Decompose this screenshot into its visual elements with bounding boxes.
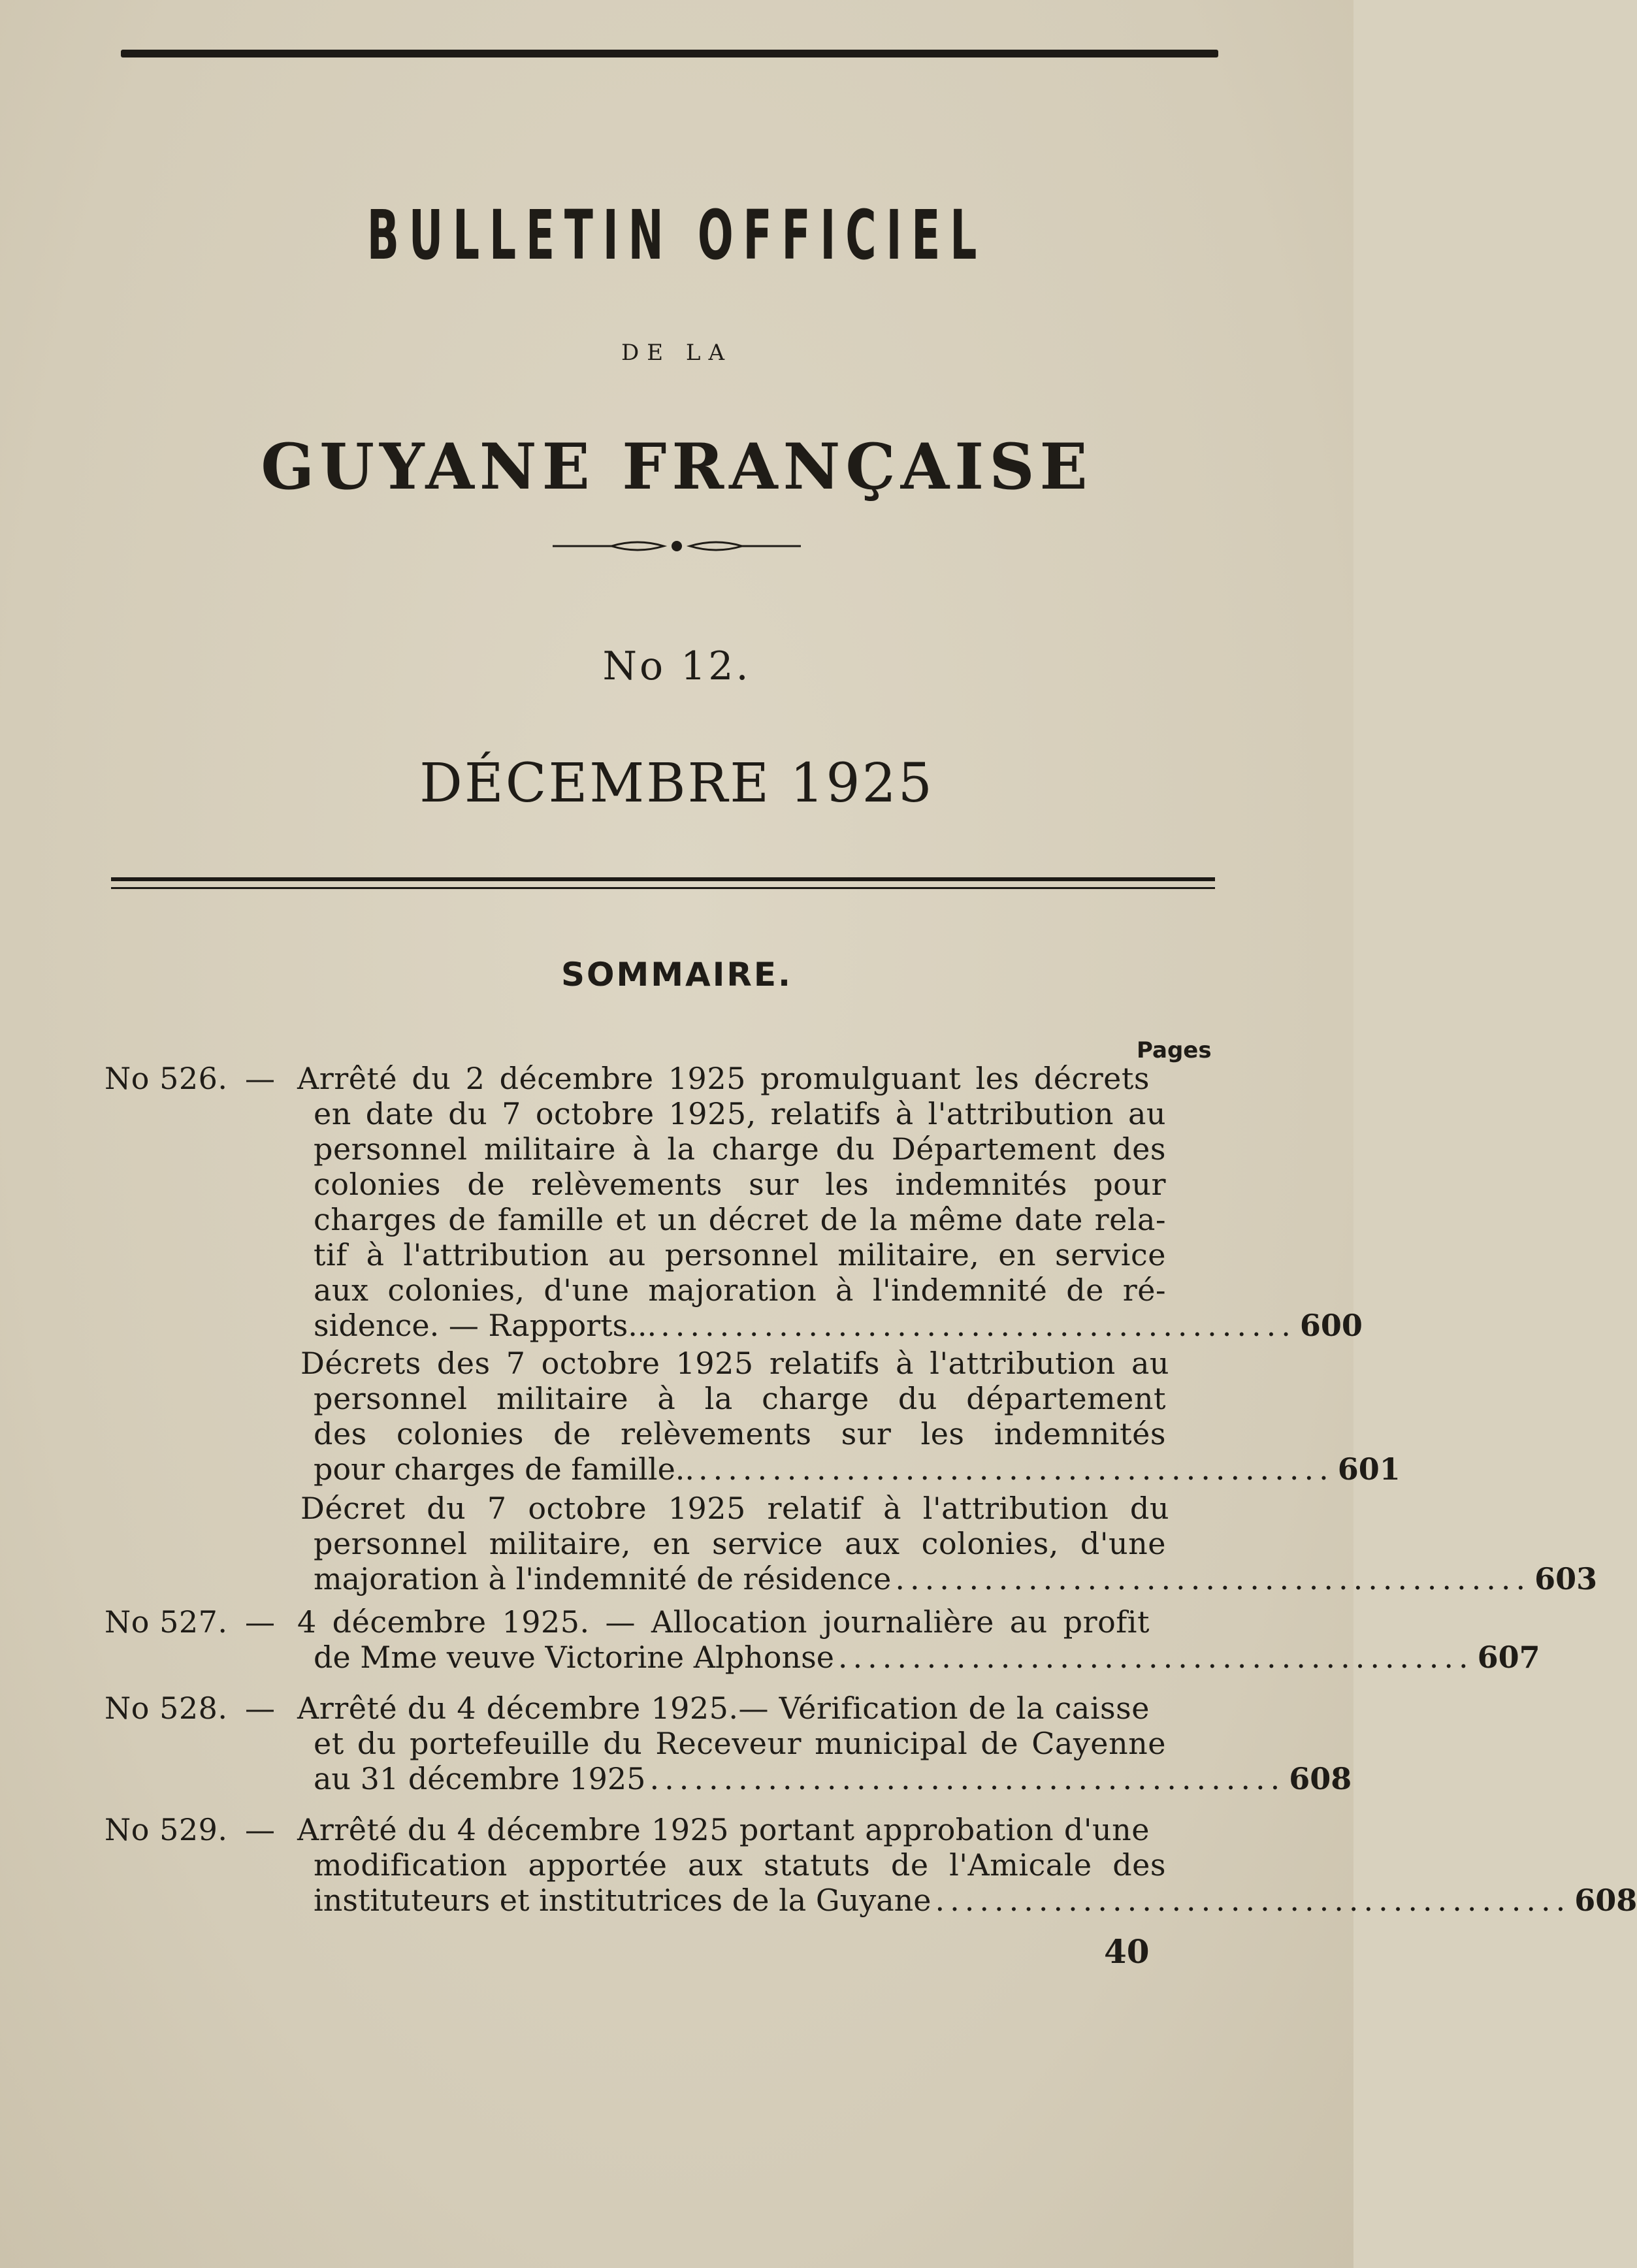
entry-line: tif à l'attribution au personnel militaire, en service bbox=[314, 1237, 1166, 1272]
entry-last-line: sidence. — Rapports... bbox=[314, 1308, 657, 1343]
issue-number: No 12. bbox=[602, 643, 751, 689]
entry-last-line: majoration à l'indemnité de résidence bbox=[314, 1561, 892, 1596]
entry-dash: — bbox=[245, 1691, 276, 1726]
entry-line: personnel militaire à la charge du Département des bbox=[314, 1131, 1166, 1167]
entry-leader-line bbox=[314, 1883, 1637, 1918]
entry-page: 600 bbox=[1299, 1308, 1363, 1343]
entry-last-line: pour charges de famille.. bbox=[314, 1451, 695, 1487]
entry-number: No 527. bbox=[105, 1604, 228, 1640]
entry-line: des colonies de relèvements sur les indemnités bbox=[314, 1416, 1166, 1451]
pages-column-label: Pages bbox=[1137, 1037, 1212, 1063]
dot-leader: ........................................... bbox=[698, 1451, 1334, 1487]
entry-line: et du portefeuille du Receveur municipal de Cayenne bbox=[314, 1726, 1166, 1761]
entry-last-line: instituteurs et institutrices de la Guyane bbox=[314, 1883, 932, 1918]
entry-line: personnel militaire, en service aux colonies, d'une bbox=[314, 1526, 1166, 1561]
page-folio: 40 bbox=[1104, 1932, 1150, 1971]
entry-line: Décret du 7 octobre 1925 relatif à l'attribution du bbox=[300, 1491, 1169, 1526]
dot-leader: ........................................... bbox=[837, 1640, 1474, 1675]
entry-dash: — bbox=[245, 1061, 276, 1096]
entry-line: en date du 7 octobre 1925, relatifs à l'attribution au bbox=[314, 1096, 1166, 1131]
entry-leader-line bbox=[314, 1561, 1598, 1596]
entry-line: aux colonies, d'une majoration à l'indemnité de ré- bbox=[314, 1272, 1166, 1308]
dot-leader: ........................................... bbox=[660, 1308, 1296, 1343]
entry-number: No 526. bbox=[105, 1061, 228, 1096]
section-rule-thin bbox=[111, 887, 1215, 889]
entry-line: Décrets des 7 octobre 1925 relatifs à l'attribution au bbox=[300, 1346, 1169, 1381]
entry-line: Arrêté du 4 décembre 1925 portant approbation d'une bbox=[297, 1812, 1150, 1847]
entry-page: 603 bbox=[1534, 1561, 1598, 1596]
entry-line: personnel militaire à la charge du département bbox=[314, 1381, 1166, 1416]
entry-line: Arrêté du 2 décembre 1925 promulguant les décrets bbox=[297, 1061, 1150, 1096]
entry-page: 608 bbox=[1574, 1883, 1637, 1918]
entry-dash: — bbox=[245, 1812, 276, 1847]
entry-leader-line bbox=[314, 1451, 1401, 1487]
issue-date: DÉCEMBRE 1925 bbox=[419, 753, 934, 815]
entry-leader-line bbox=[314, 1761, 1352, 1796]
entry-dash: — bbox=[245, 1604, 276, 1640]
entry-line: 4 décembre 1925. — Allocation journalière au profit bbox=[297, 1604, 1150, 1640]
entry-line: charges de famille et un décret de la même date rela- bbox=[314, 1202, 1166, 1237]
top-rule bbox=[121, 50, 1218, 57]
entry-leader-line bbox=[314, 1640, 1540, 1675]
entry-page: 608 bbox=[1289, 1761, 1352, 1796]
sommaire-heading: SOMMAIRE. bbox=[561, 956, 792, 994]
entry-number: No 528. bbox=[105, 1691, 228, 1726]
entry-page: 607 bbox=[1477, 1640, 1540, 1675]
entry-line: colonies de relèvements sur les indemnités pour bbox=[314, 1167, 1166, 1202]
de-la-text: DE LA bbox=[621, 340, 733, 366]
entry-line: Arrêté du 4 décembre 1925.— Vérification de la caisse bbox=[297, 1691, 1150, 1726]
bulletin-title: BULLETIN OFFICIEL bbox=[366, 195, 987, 275]
territory-title: GUYANE FRANÇAISE bbox=[261, 430, 1093, 504]
entry-last-line: de Mme veuve Victorine Alphonse bbox=[314, 1640, 834, 1675]
entry-last-line: au 31 décembre 1925 bbox=[314, 1761, 646, 1796]
entry-line: modification apportée aux statuts de l'Amicale des bbox=[314, 1847, 1166, 1883]
entry-leader-line bbox=[314, 1308, 1363, 1343]
entry-page: 601 bbox=[1337, 1451, 1401, 1487]
ornament-divider bbox=[553, 534, 801, 558]
dot-leader: ........................................... bbox=[895, 1561, 1531, 1596]
dot-leader: ........................................... bbox=[649, 1761, 1286, 1796]
dot-leader: ........................................... bbox=[935, 1883, 1571, 1918]
entry-number: No 529. bbox=[105, 1812, 228, 1847]
section-rule bbox=[111, 877, 1215, 881]
